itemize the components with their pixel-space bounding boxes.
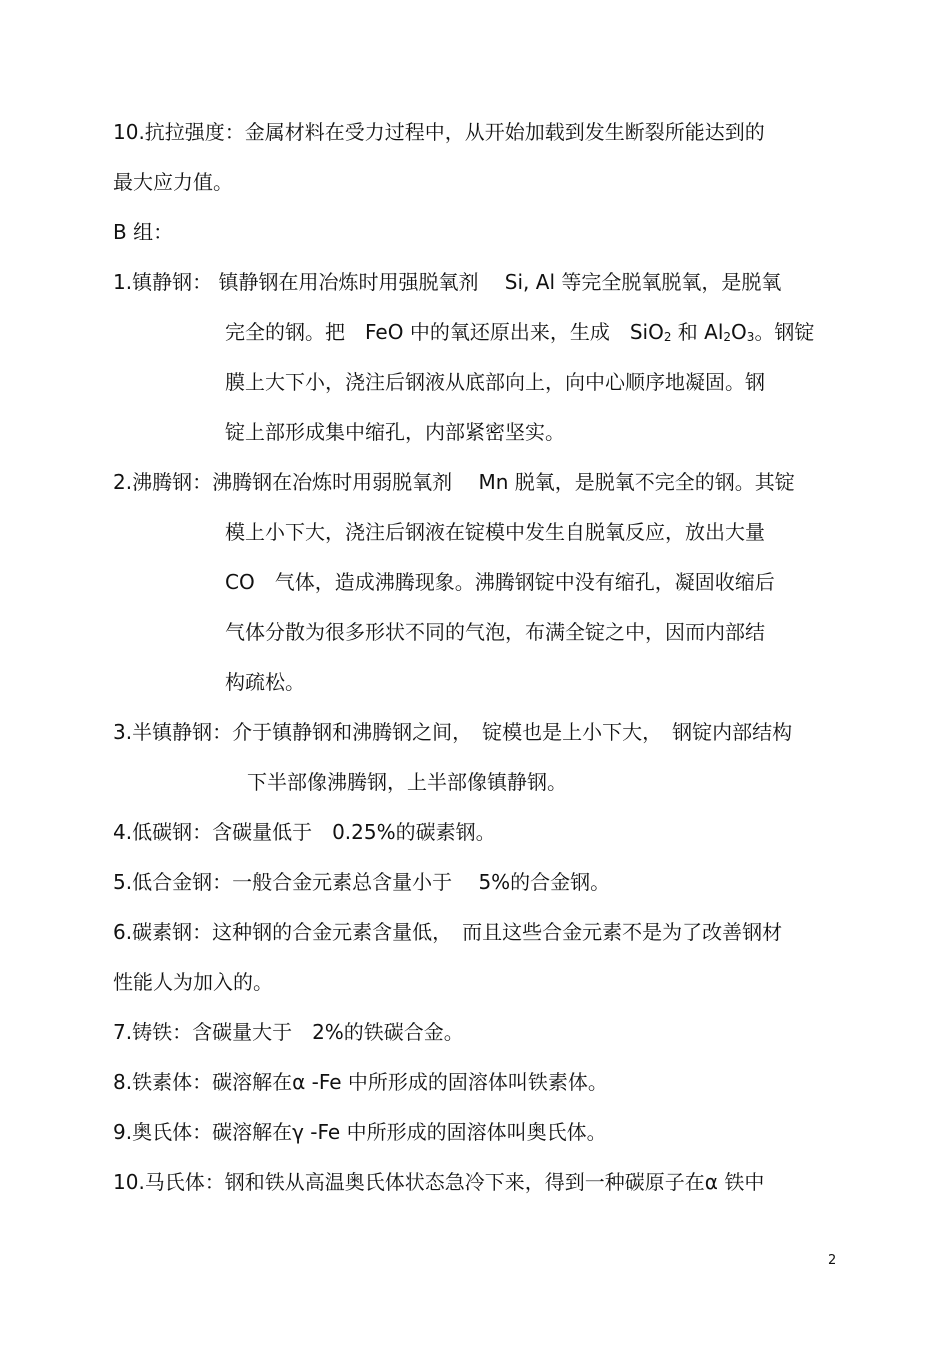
group-b-heading: B 组： [113,220,174,244]
item6-line2: 性能人为加入的。 [113,970,273,994]
item2-line1: 2.沸腾钢：沸腾钢在冶炼时用弱脱氧剂 Mn 脱氧，是脱氧不完全的钢。其锭 [113,470,795,494]
def10-tensile-line1: 10.抗拉强度：金属材料在受力过程中，从开始加载到发生断裂所能达到的 [113,120,765,144]
item2-line2: 模上小下大，浇注后钢液在锭模中发生自脱氧反应，放出大量 [225,520,765,544]
item1-line2-subscript: 2 [723,330,732,344]
def10-tensile-line2: 最大应力值。 [113,170,233,194]
item1-line2-text-b: 和 Al [671,320,724,344]
item5-line: 5.低合金钢：一般合金元素总含量小于 5%的合金钢。 [113,870,611,894]
item1-line4: 锭上部形成集中缩孔，内部紧密坚实。 [225,420,565,444]
item1-line2-subscript: 2 [663,330,672,344]
item9-line: 9.奥氏体：碳溶解在γ -Fe 中所形成的固溶体叫奥氏体。 [113,1120,607,1144]
item10-line: 10.马氏体：钢和铁从高温奥氏体状态急冷下来，得到一种碳原子在α 铁中 [113,1170,765,1194]
item1-line1: 1.镇静钢： 镇静钢在用冶炼时用强脱氧剂 Si, Al 等完全脱氧脱氧，是脱氧 [113,270,782,294]
item1-line3: 膜上大下小，浇注后钢液从底部向上，向中心顺序地凝固。钢 [225,370,765,394]
item1-line2-text-c: O [731,320,747,344]
item3-line2: 下半部像沸腾钢，上半部像镇静钢。 [247,770,567,794]
item8-line: 8.铁素体：碳溶解在α -Fe 中所形成的固溶体叫铁素体。 [113,1070,608,1094]
item7-line: 7.铸铁：含碳量大于 2%的铁碳合金。 [113,1020,464,1044]
item1-line2-text-a: 完全的钢。把 FeO 中的氧还原出来，生成 SiO [225,320,664,344]
item4-line: 4.低碳钢：含碳量低于 0.25%的碳素钢。 [113,820,496,844]
item6-line1: 6.碳素钢：这种钢的合金元素含量低， 而且这些合金元素不是为了改善钢材 [113,920,783,944]
item2-line5: 构疏松。 [225,670,305,694]
item2-line4: 气体分散为很多形状不同的气泡，布满全锭之中，因而内部结 [225,620,765,644]
item1-line2-subscript: 3 [746,330,755,344]
page-number: 2 [828,1253,837,1268]
item2-line3: CO 气体，造成沸腾现象。沸腾钢锭中没有缩孔，凝固收缩后 [225,570,775,594]
item3-line1: 3.半镇静钢：介于镇静钢和沸腾钢之间， 锭模也是上小下大， 钢锭内部结构 [113,720,793,744]
item1-line2-text-d: 。钢锭 [754,320,815,344]
item1-line2 [225,319,814,350]
